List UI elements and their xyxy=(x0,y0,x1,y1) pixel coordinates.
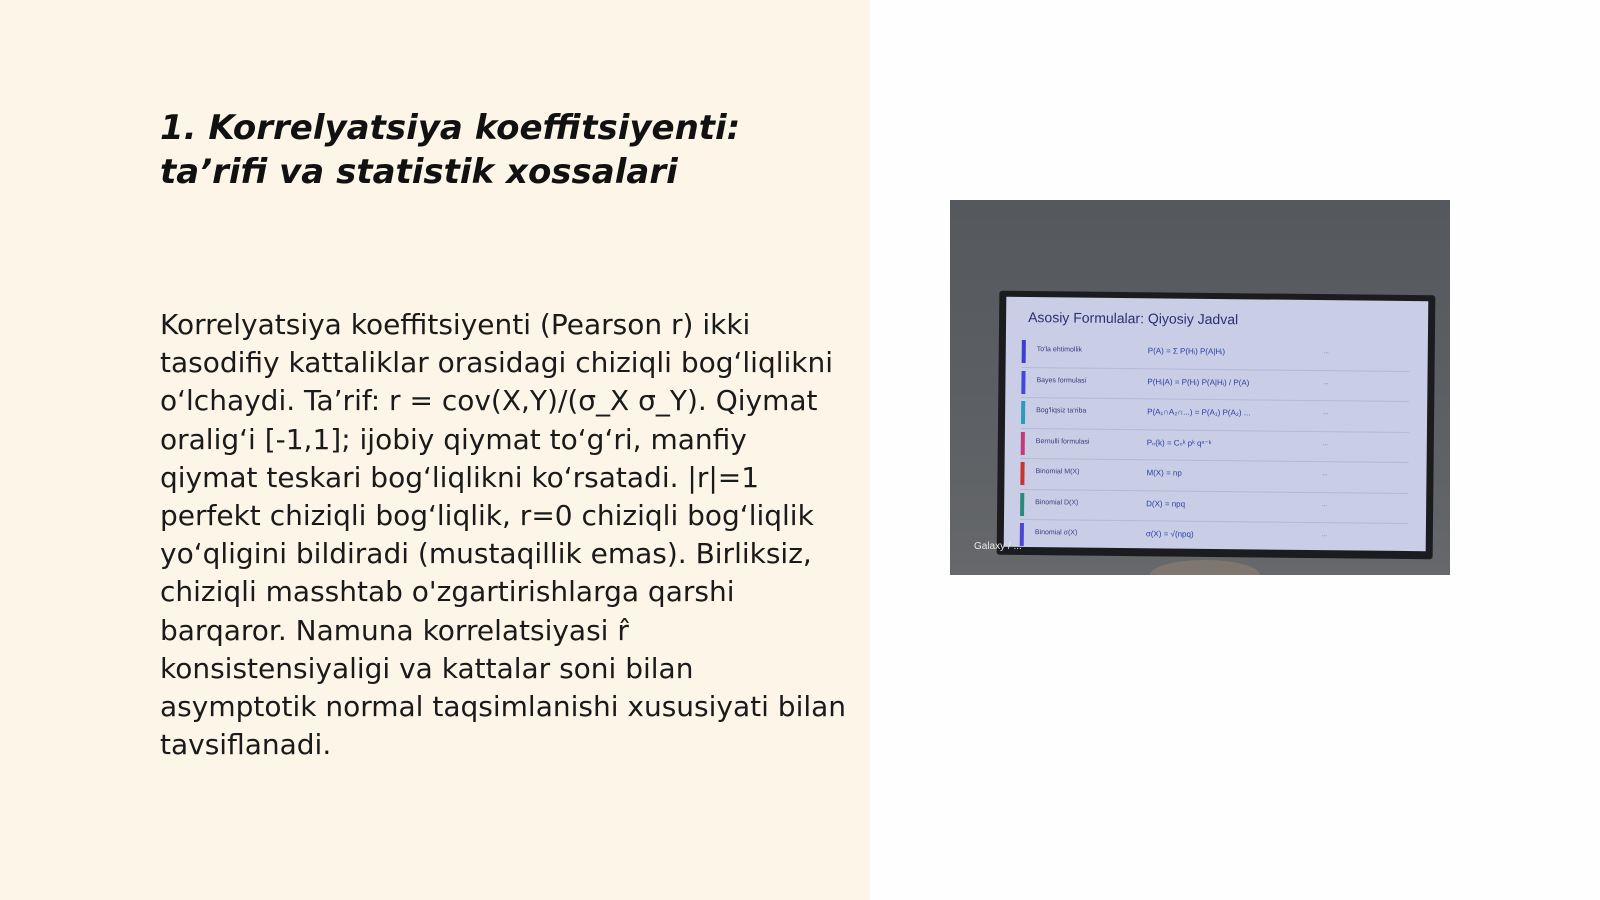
row-color-bar xyxy=(1020,492,1024,515)
table-row xyxy=(1021,398,1409,433)
tv-stand xyxy=(1150,560,1260,575)
row-note: ... xyxy=(1323,410,1329,417)
slide-body-text: Korrelyatsiya koeffitsiyenti (Pearson r) ikki tasodifiy kattaliklar orasidagi chiziqli bog‘liqlikni o‘lchaydi. Ta’rif: r = cov(X,Y)/(σ_X σ_Y). Qiymat oralig‘i [-1,1]; ijobiy qiymat to‘g‘ri, manfiy qiymat teskari bog‘liqlikni ko‘rsatadi. |r|=1 perfekt chiziqli bog‘liqlik, r=0 chiziqli bog‘liqlik yo‘qligini bildiradi (mustaqillik emas). Birliksiz, chiziqli masshtab o'zgartirishlarga qarshi barqaror. Namuna korrelatsiyasi r̂ konsistensiyaligi va kattalar soni bilan asymptotik normal taqsimlanishi xususiyati bilan tavsiflanadi. xyxy=(160,308,847,762)
table-row xyxy=(1020,489,1408,524)
tv-screen-photo xyxy=(950,200,1450,575)
row-name: Bernulli formulasi xyxy=(1035,437,1090,446)
row-formula: Pₙ(k) = Cₙᵏ pᵏ qⁿ⁻ᵏ xyxy=(1146,437,1212,448)
row-name: To'la ehtimollik xyxy=(1036,346,1083,354)
row-color-bar xyxy=(1021,431,1025,454)
row-formula: P(A) = Σ P(Hᵢ) P(A|Hᵢ) xyxy=(1147,346,1226,357)
table-row xyxy=(1020,459,1408,494)
row-note: ... xyxy=(1323,349,1329,356)
row-name: Bog'liqsiz ta'riba xyxy=(1036,407,1087,415)
row-note: ... xyxy=(1322,440,1328,447)
row-name: Binomial M(X) xyxy=(1035,468,1080,476)
row-formula: σ(X) = √(npq) xyxy=(1145,529,1194,539)
row-note: ... xyxy=(1321,532,1327,539)
row-note: ... xyxy=(1322,501,1328,508)
tv-screen xyxy=(1004,297,1429,551)
row-color-bar xyxy=(1022,340,1026,363)
row-formula: P(Hᵢ|A) = P(Hᵢ) P(A|Hᵢ) / P(A) xyxy=(1147,376,1250,387)
row-name: Bayes formulasi xyxy=(1036,376,1087,385)
row-note: ... xyxy=(1323,379,1329,386)
row-color-bar xyxy=(1021,401,1025,424)
formula-table xyxy=(1020,337,1410,551)
slide-title: 1. Korrelyatsiya koeffitsiyenti: ta’rifi va statistik xossalari xyxy=(160,108,741,192)
row-formula: D(X) = npq xyxy=(1146,498,1186,509)
row-formula: P(A₁∩A₂∩...) = P(A₁) P(A₂) ... xyxy=(1147,407,1251,418)
screen-title: Asosiy Formulalar: Qiyosiy Jadval xyxy=(1028,309,1239,328)
tv-bezel xyxy=(997,291,1436,560)
row-name: Binomial D(X) xyxy=(1035,498,1079,507)
row-color-bar xyxy=(1021,370,1025,393)
table-row xyxy=(1022,337,1410,372)
row-note: ... xyxy=(1322,471,1328,478)
camera-watermark: Galaxy / ... xyxy=(974,541,1022,552)
row-color-bar xyxy=(1020,462,1024,485)
row-name: Binomial σ(X) xyxy=(1034,529,1078,537)
table-row xyxy=(1021,428,1409,463)
row-formula: M(X) = np xyxy=(1146,468,1182,478)
table-row xyxy=(1020,520,1408,551)
table-row xyxy=(1021,367,1409,402)
